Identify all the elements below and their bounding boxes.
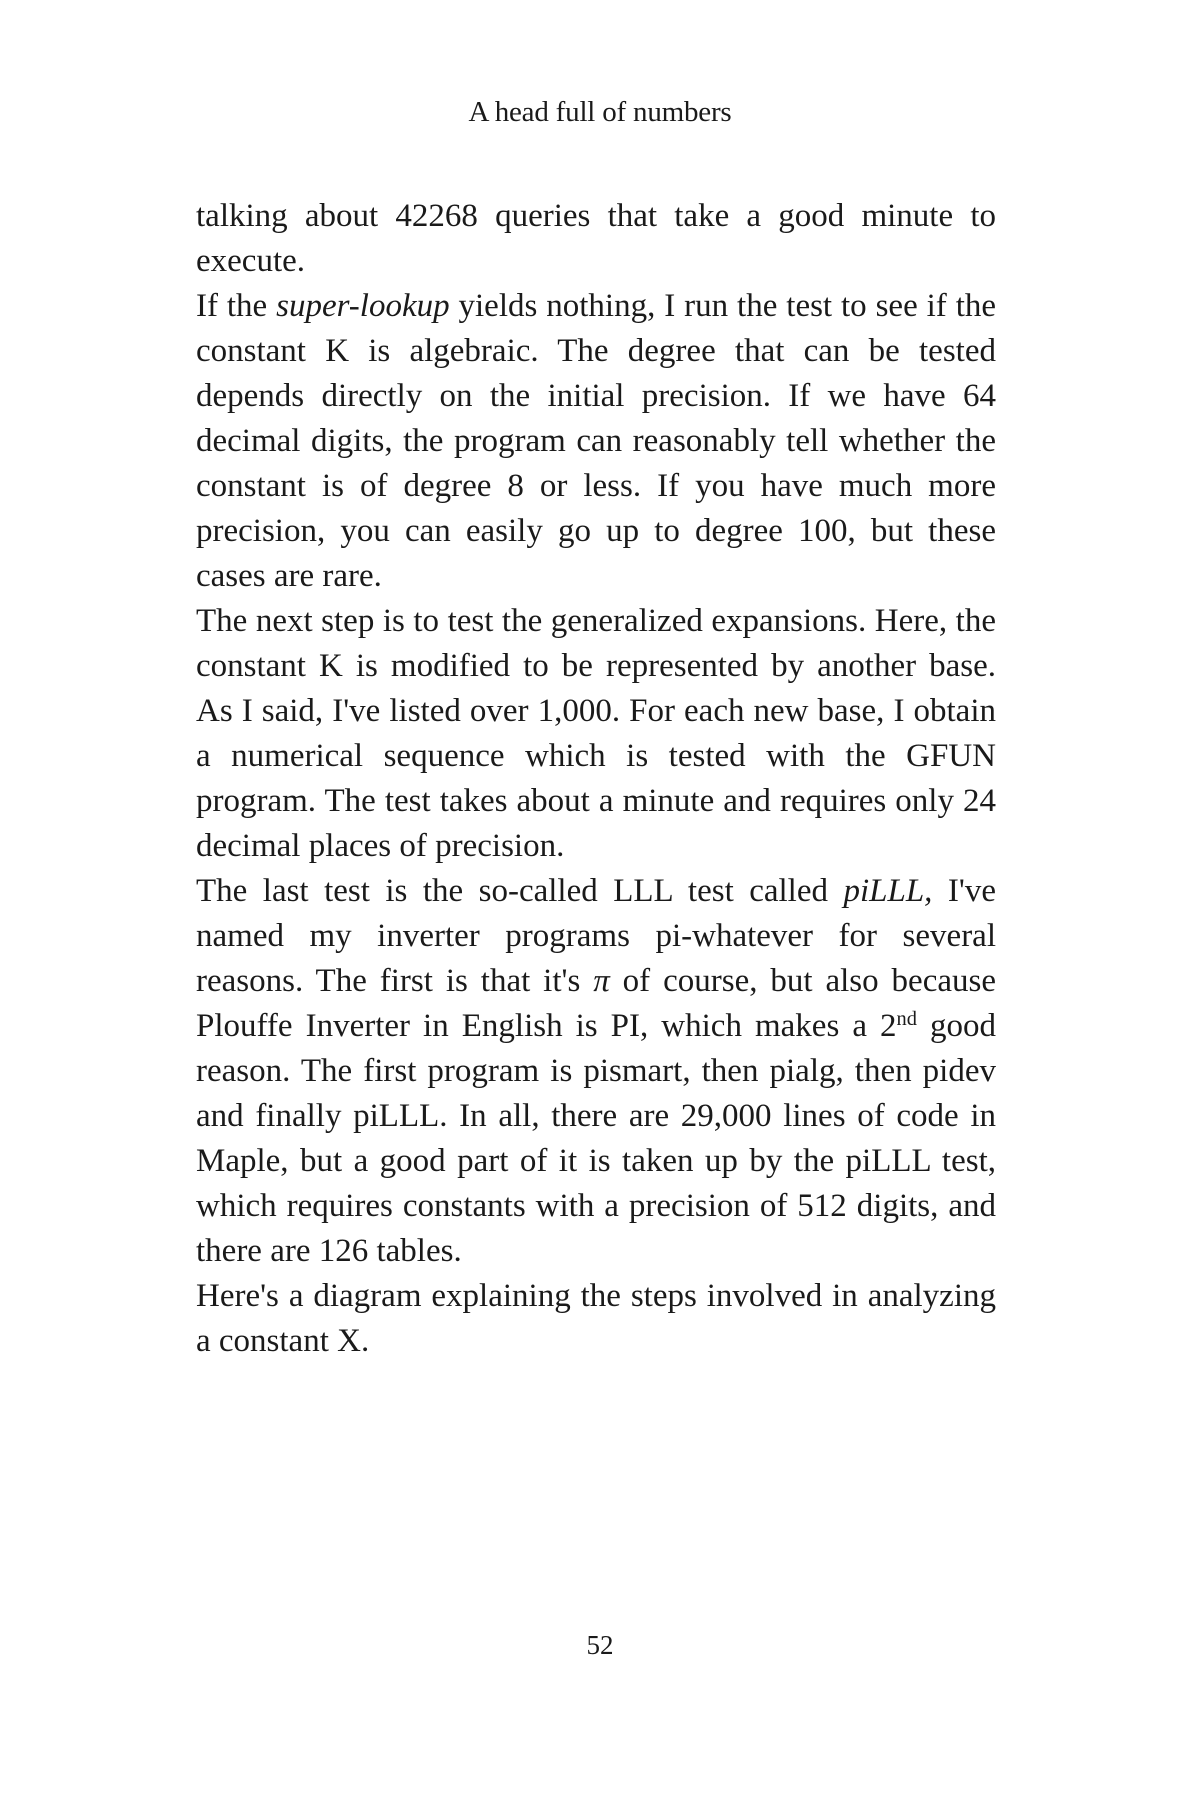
running-header: A head full of numbers <box>468 96 732 128</box>
paragraph-4-part-3: of course, but also because Plouffe Inverter in English is PI, which makes a 2 <box>196 963 996 1044</box>
body-text <box>196 194 996 1364</box>
ordinal-superscript: nd <box>896 1007 917 1030</box>
paragraph-4 <box>196 869 996 1274</box>
paragraph-4-part-4: good reason. The first program is pismart, then pialg, then pidev and finally piLLL. In all, there are 29,000 lines of code in Maple, but a good part of it is taken up by the piLLL test, which requires constants with a precision of 512 digits, and there are 126 tables. <box>196 1008 996 1269</box>
paragraph-4-part-1: The last test is the so-called LLL test called <box>196 873 844 909</box>
paragraph-2-text-start: If the <box>196 288 277 324</box>
paragraph-4-emphasis: piLLL, <box>843 873 933 909</box>
pi-symbol: π <box>593 963 610 999</box>
paragraph-2-text-end: yields nothing, I run the test to see if the constant K is algebraic. The degree that can be tested depends directly on the initial precision. If we have 64 decimal digits, the program can reasonably tell whether the constant is of degree 8 or less. If you have much more precision, you can easily go up to degree 100, but these cases are rare. <box>196 288 997 594</box>
page-number: 52 <box>586 1630 614 1660</box>
paragraph-1: talking about 42268 queries that take a good minute to execute. <box>196 198 996 279</box>
paragraph-4-part-2: I've named my inverter programs pi-whatever for several reasons. The first is that it's <box>196 873 996 999</box>
paragraph-2 <box>196 284 996 599</box>
paragraph-5: Here's a diagram explaining the steps involved in analyzing a constant X. <box>196 1278 996 1359</box>
paragraph-3: The next step is to test the generalized expansions. Here, the constant K is modified to be represented by another base. As I said, I've listed over 1,000. For each new base, I obtain a numerical sequence which is tested with the GFUN program. The test takes about a minute and requires only 24 decimal places of precision. <box>196 603 996 864</box>
paragraph-2-emphasis: super-lookup <box>276 288 450 324</box>
